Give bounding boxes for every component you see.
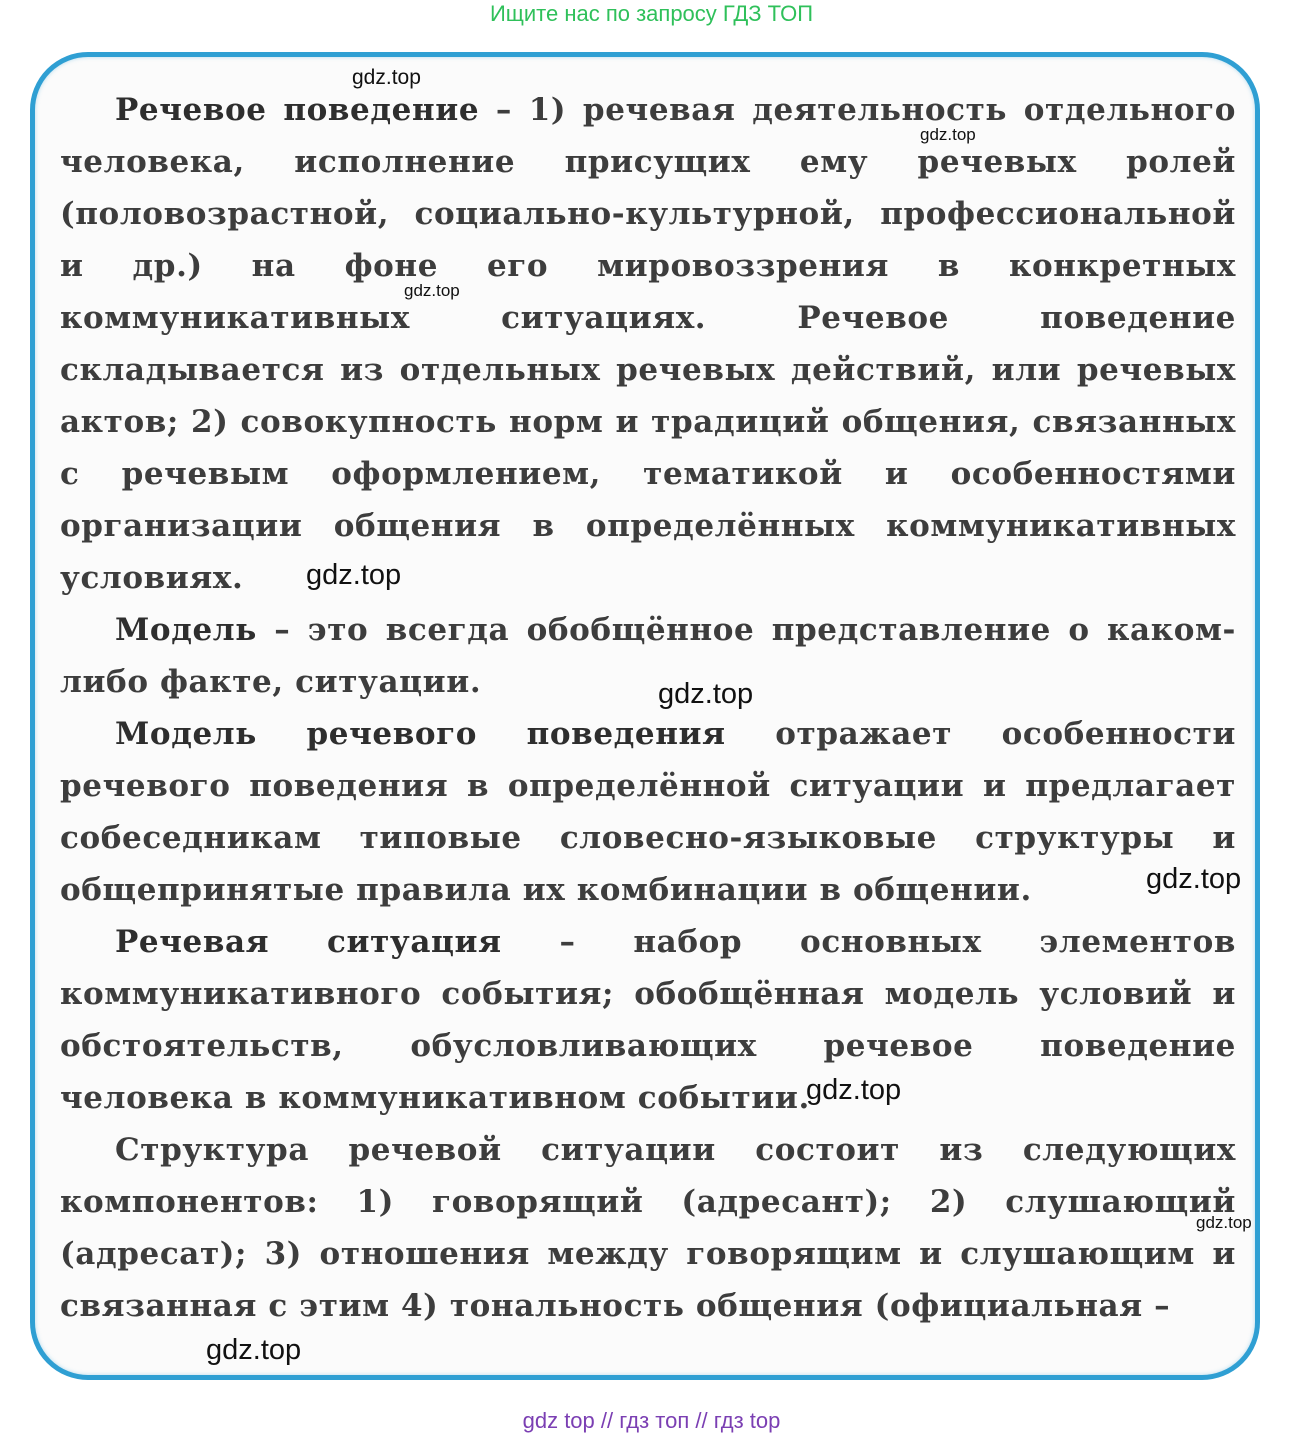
definition: – это всегда обобщённое представление о каком-либо факте, ситуации. <box>60 612 1236 700</box>
textbook-text <box>60 84 1236 1332</box>
paragraph-speech-situation <box>60 916 1236 1124</box>
watermark: gdz.top <box>1196 1213 1252 1232</box>
watermark: gdz.top <box>920 125 976 144</box>
watermark: gdz.top <box>352 66 421 89</box>
watermark: gdz.top <box>1146 863 1242 895</box>
watermark: gdz.top <box>404 281 460 300</box>
top-banner: Ищите нас по запросу ГДЗ ТОП <box>489 1 814 26</box>
definition: Структура речевой ситуации состоит из следующих компонентов: 1) говорящий (адресант); 2) слушающий (адресат); 3) отношения между говорящим и слушающим и связанная с этим 4) тональность общения (официальная – <box>60 1132 1236 1324</box>
watermark: gdz.top <box>806 1074 902 1106</box>
term: Речевое поведение <box>115 92 480 128</box>
definition: отражает особенности речевого поведения в определённой ситуации и предлагает собеседникам типовые словесно-языковые структуры и общепринятые правила их комбинации в общении. <box>60 716 1236 908</box>
watermark: gdz.top <box>658 678 754 710</box>
watermark: gdz.top <box>206 1334 302 1366</box>
definition: – набор основных элементов коммуникативного события; обобщённая модель условий и обстоятельств, обусловливающих речевое поведение человека в коммуникативном событии. <box>60 924 1237 1116</box>
paragraph-situation-structure <box>60 1124 1236 1332</box>
paragraph-model <box>60 604 1236 708</box>
bottom-banner: gdz top // гдз топ // гдз top <box>522 1408 781 1433</box>
watermark: gdz.top <box>306 559 402 591</box>
term: Речевая ситуация <box>115 924 502 960</box>
term: Модель речевого поведения <box>115 716 726 752</box>
term: Модель <box>115 612 257 648</box>
paragraph-speech-behavior-model <box>60 708 1236 916</box>
paragraph-speech-behavior <box>60 84 1236 604</box>
definition: – 1) речевая деятельность отдельного человека, исполнение присущих ему речевых ролей (половозрастной, социально-культурной, профессиональной и др.) на фоне его мировоззрения в конкретных коммуникативных ситуациях. Речевое поведение складывается из отдельных речевых действий, или речевых актов; 2) совокупность норм и традиций общения, связанных с речевым оформлением, тематикой и особенностями организации общения в определённых коммуникативных условиях. <box>60 92 1236 596</box>
